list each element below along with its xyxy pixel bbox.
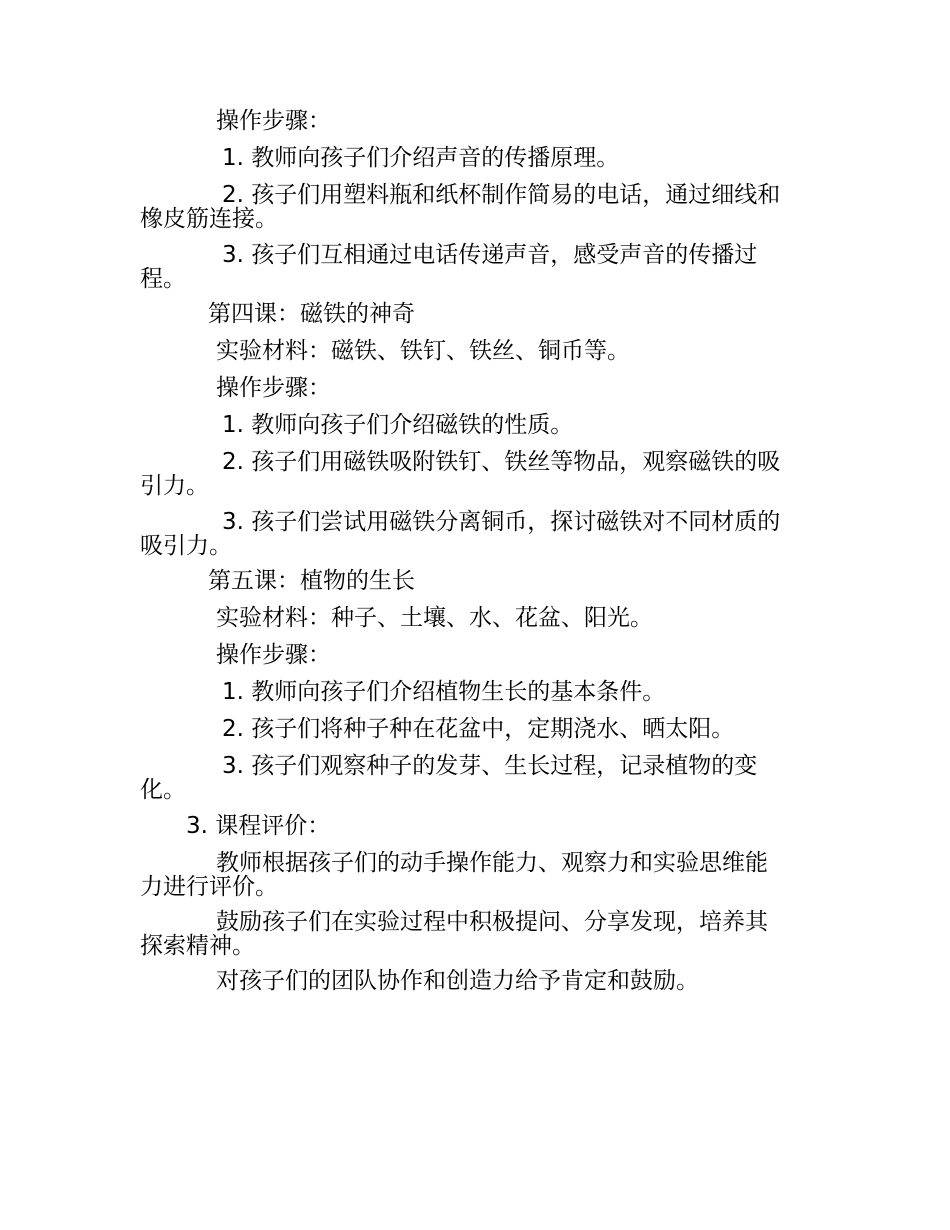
step-2-1: 1. 教师向孩子们介绍磁铁的性质。 xyxy=(222,412,574,438)
step-1-2: 2. 孩子们用塑料瓶和纸杯制作简易的电话，通过细线和橡皮筋连接。 xyxy=(140,182,781,232)
evaluation-item-1: 教师根据孩子们的动手操作能力、观察力和实验思维能力进行评价。 xyxy=(140,850,768,900)
step-3-3: 3. 孩子们观察种子的发芽、生长过程，记录植物的变化。 xyxy=(140,753,758,803)
steps-heading-3: 操作步骤： xyxy=(216,642,331,668)
steps-heading-1: 操作步骤： xyxy=(216,108,331,134)
evaluation-item-3: 对孩子们的团队协作和创造力给予肯定和鼓励。 xyxy=(216,968,699,994)
lesson-5-materials: 实验材料：种子、土壤、水、花盆、阳光。 xyxy=(216,605,653,631)
lesson-4-title: 第四课：磁铁的神奇 xyxy=(208,301,415,327)
step-1-3: 3. 孩子们互相通过电话传递声音，感受声音的传播过程。 xyxy=(140,242,758,292)
step-2-2: 2. 孩子们用磁铁吸附铁钉、铁丝等物品，观察磁铁的吸引力。 xyxy=(140,449,781,499)
step-3-2: 2. 孩子们将种子种在花盆中，定期浇水、晒太阳。 xyxy=(222,716,735,742)
lesson-4-materials: 实验材料：磁铁、铁钉、铁丝、铜币等。 xyxy=(216,338,630,364)
evaluation-item-2: 鼓励孩子们在实验过程中积极提问、分享发现，培养其探索精神。 xyxy=(140,909,768,959)
evaluation-heading: 3. 课程评价： xyxy=(186,813,331,839)
steps-heading-2: 操作步骤： xyxy=(216,375,331,401)
step-3-1: 1. 教师向孩子们介绍植物生长的基本条件。 xyxy=(222,679,666,705)
lesson-5-title: 第五课：植物的生长 xyxy=(208,568,415,594)
step-2-3: 3. 孩子们尝试用磁铁分离铜币，探讨磁铁对不同材质的吸引力。 xyxy=(140,509,781,559)
step-1-1: 1. 教师向孩子们介绍声音的传播原理。 xyxy=(222,145,620,171)
